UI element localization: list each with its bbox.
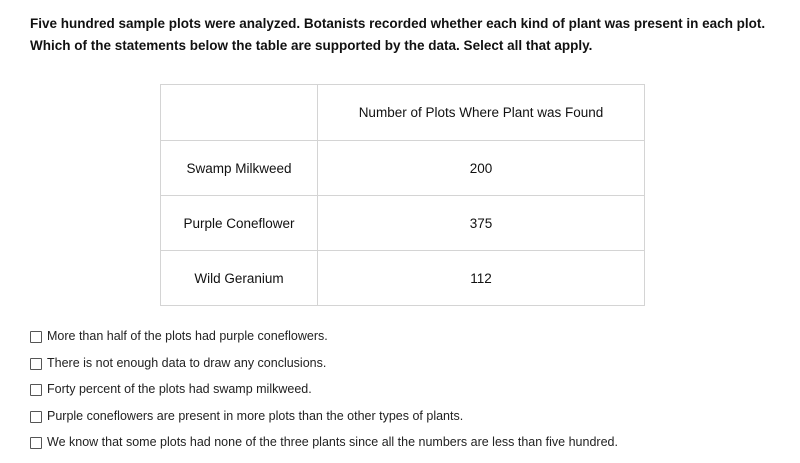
checkbox[interactable] bbox=[30, 358, 42, 370]
plant-data-table bbox=[160, 84, 645, 306]
plant-name-cell: Wild Geranium bbox=[161, 251, 318, 306]
plot-count-cell: 200 bbox=[318, 141, 645, 196]
checkbox[interactable] bbox=[30, 411, 42, 423]
answer-options-list bbox=[30, 323, 790, 456]
answer-option[interactable] bbox=[30, 350, 790, 377]
table-row bbox=[161, 141, 645, 196]
checkbox[interactable] bbox=[30, 437, 42, 449]
checkbox[interactable] bbox=[30, 331, 42, 343]
corner-header-cell bbox=[161, 85, 318, 141]
plot-count-cell: 112 bbox=[318, 251, 645, 306]
answer-option[interactable] bbox=[30, 403, 790, 430]
answer-option-label: More than half of the plots had purple coneflowers. bbox=[47, 329, 328, 344]
answer-option-label: There is not enough data to draw any conclusions. bbox=[47, 355, 327, 370]
answer-option[interactable] bbox=[30, 376, 790, 403]
table-header-row bbox=[161, 85, 645, 141]
answer-option-label: Forty percent of the plots had swamp milkweed. bbox=[47, 382, 312, 397]
plot-count-cell: 375 bbox=[318, 196, 645, 251]
answer-option[interactable] bbox=[30, 323, 790, 350]
answer-option[interactable] bbox=[30, 429, 790, 456]
checkbox[interactable] bbox=[30, 384, 42, 396]
prompt-line-2: Which of the statements below the table are supported by the data. Select all that apply. bbox=[30, 38, 593, 53]
table-row bbox=[161, 251, 645, 306]
table-row bbox=[161, 196, 645, 251]
answer-option-label: We know that some plots had none of the three plants since all the numbers are less than five hundred. bbox=[47, 435, 618, 450]
prompt-line-1: Five hundred sample plots were analyzed. Botanists recorded whether each kind of plant was present in each plot. bbox=[30, 16, 766, 31]
plant-name-cell: Swamp Milkweed bbox=[161, 141, 318, 196]
plant-name-cell: Purple Coneflower bbox=[161, 196, 318, 251]
column-header-cell: Number of Plots Where Plant was Found bbox=[318, 85, 645, 141]
question-prompt bbox=[30, 13, 790, 57]
answer-option-label: Purple coneflowers are present in more plots than the other types of plants. bbox=[47, 408, 464, 423]
